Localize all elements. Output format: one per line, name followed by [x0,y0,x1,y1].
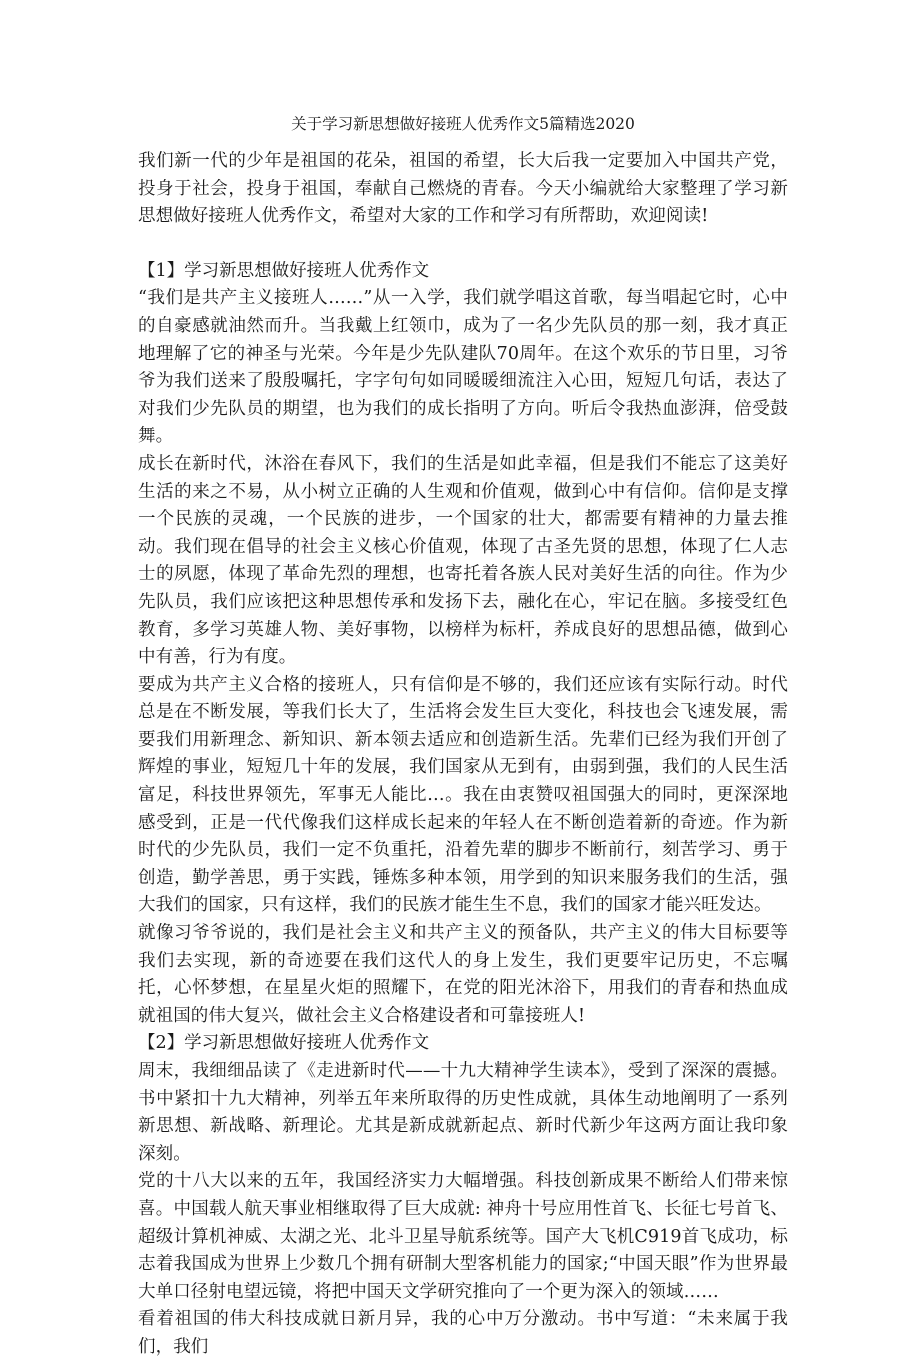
intro-paragraph: 我们新一代的少年是祖国的花朵，祖国的希望，长大后我一定要加入中国共产党，投身于社会，投身于祖国，奉献自己燃烧的青春。今天小编就给大家整理了学习新思想做好接班人优秀作文，希望对大家的工作和学习有所帮助，欢迎阅读! [138,151,788,227]
document-title: 关于学习新思想做好接班人优秀作文5篇精选2020 [291,115,635,133]
section-heading: 【2】学习新思想做好接班人优秀作文 [138,1033,430,1054]
section-heading: 【1】学习新思想做好接班人优秀作文 [138,260,430,281]
body-paragraph: 要成为共产主义合格的接班人，只有信仰是不够的，我们还应该有实际行动。时代总是在不断发展，等我们长大了，生活将会发生巨大变化，科技也会飞速发展，需要我们用新理念、新知识、新本领去适应和创造新生活。先辈们已经为我们开创了辉煌的事业，短短几十年的发展，我们国家从无到有，由弱到强，我们的人民生活富足，科技世界领先，军事无人能比…。我在由衷赞叹祖国强大的同时，更深深地感受到，正是一代代像我们这样成长起来的年轻人在不断创造着新的奇迹。作为新时代的少先队员，我们一定不负重托，沿着先辈的脚步不断前行，刻苦学习、勇于创造，勤学善思，勇于实践，锤炼多种本领，用学到的知识来服务我们的生活，强大我们的国家，只有这样，我们的民族才能生生不息，我们的国家才能兴旺发达。 [138,674,788,916]
body-paragraph: 周末，我细细品读了《走进新时代——十九大精神学生读本》，受到了深深的震撼。书中紧扣十九大精神，列举五年来所取得的历史性成就，具体生动地阐明了一系列新思想、新战略、新理论。尤其是新成就新起点、新时代新少年这两方面让我印象深刻。 [138,1061,788,1164]
essay-section-2 [138,1030,788,1361]
body-paragraph: “我们是共产主义接班人……”从一入学，我们就学唱这首歌，每当唱起它时，心中的自豪感就油然而升。当我戴上红领巾，成为了一名少先队员的那一刻，我才真正地理解了它的神圣与光荣。今年是少先队建队70周年。在这个欢乐的节日里，习爷爷为我们送来了殷殷嘱托，字字句句如同暖暖细流注入心田，短短几句话，表达了对我们少先队员的期望，也为我们的成长指明了方向。听后令我热血澎湃，倍受鼓舞。 [138,288,788,447]
blank-line [138,231,788,258]
body-paragraph: 成长在新时代，沐浴在春风下，我们的生活是如此幸福，但是我们不能忘了这美好生活的来之不易，从小树立正确的人生观和价值观，做到心中有信仰。信仰是支撑一个民族的灵魂，一个民族的进步，一个国家的壮大，都需要有精神的力量去推动。我们现在倡导的社会主义核心价值观，体现了古圣先贤的思想，体现了仁人志士的夙愿，体现了革命先烈的理想，也寄托着各族人民对美好生活的向往。作为少先队员，我们应该把这种思想传承和发扬下去，融化在心，牢记在脑。多接受红色教育，多学习英雄人物、美好事物，以榜样为标杆，养成良好的思想品德，做到心中有善，行为有度。 [138,453,788,668]
body-paragraph: 看着祖国的伟大科技成就日新月异，我的心中万分激动。书中写道：“未来属于我们，我们 [138,1309,788,1357]
document-page [138,112,788,1362]
essay-section-1 [138,258,788,1031]
body-paragraph: 党的十八大以来的五年，我国经济实力大幅增强。科技创新成果不断给人们带来惊喜。中国载人航天事业相继取得了巨大成就: 神舟十号应用性首飞、长征七号首飞、超级计算机神威、太湖之光、北斗卫星导航系统等。国产大飞机C919首飞成功，标志着我国成为世界上少数几个拥有研制大型客机能力的国家;“中国天眼”作为世界最大单口径射电望远镜，将把中国天文学研究推向了一个更为深入的领域…… [138,1171,788,1302]
body-paragraph: 就像习爷爷说的，我们是社会主义和共产主义的预备队，共产主义的伟大目标要等我们去实现，新的奇迹要在我们这代人的身上发生，我们更要牢记历史，不忘嘱托，心怀梦想，在星星火炬的照耀下，在党的阳光沐浴下，用我们的青春和热血成就祖国的伟大复兴，做社会主义合格建设者和可靠接班人! [138,923,788,1026]
